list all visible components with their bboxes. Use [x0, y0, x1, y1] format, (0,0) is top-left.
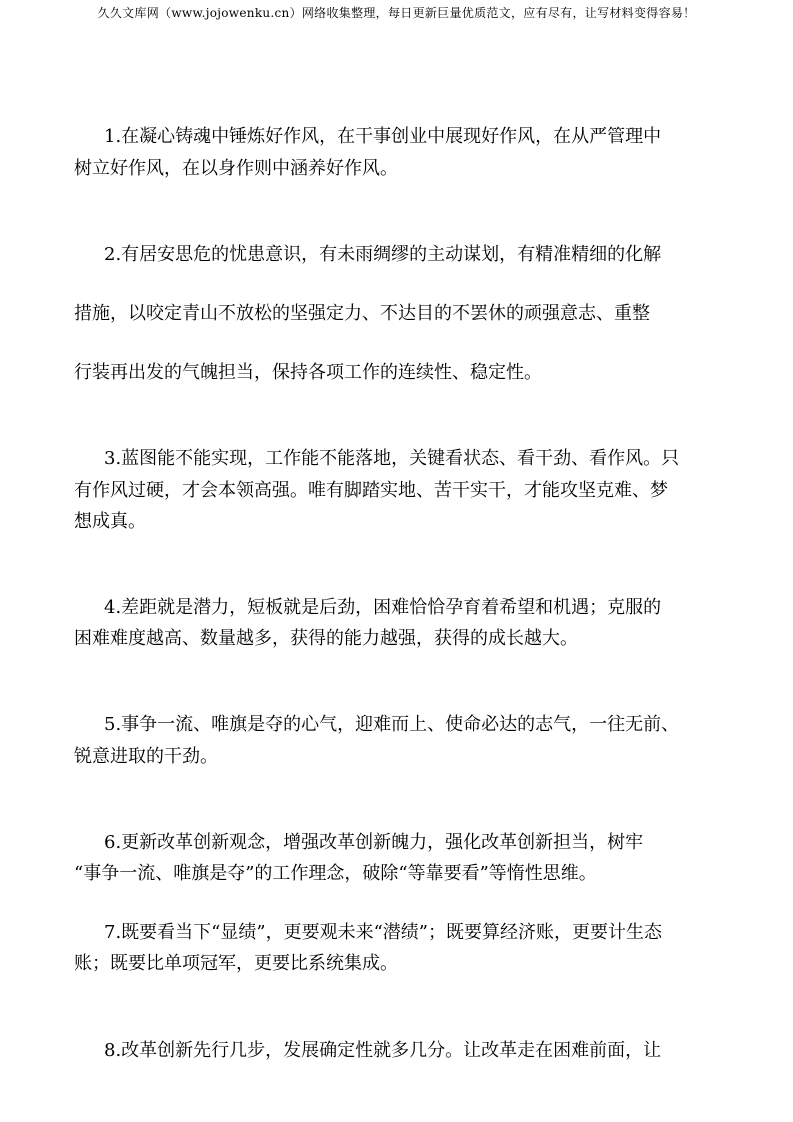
paragraph-7-line-2: 账；既要比单项冠军，更要比系统集成。	[74, 953, 398, 974]
paragraph-7-line-1: 7.既要看当下“显绩”，更要观未来“潜绩”；既要算经济账，更要计生态	[104, 922, 662, 943]
paragraph-2-line-1: 2.有居安思危的忧患意识，有未雨绸缪的主动谋划，有精准精细的化解	[104, 244, 662, 265]
paragraph-5-line-2: 锐意进取的干劲。	[74, 746, 218, 767]
paragraph-1-line-2: 树立好作风，在以身作则中涵养好作风。	[74, 158, 398, 179]
paragraph-4-line-1: 4.差距就是潜力，短板就是后劲，困难恰恰孕育着希望和机遇；克服的	[104, 597, 662, 618]
paragraph-1-line-1: 1.在凝心铸魂中锤炼好作风，在干事创业中展现好作风，在从严管理中	[104, 126, 662, 147]
paragraph-3-line-2: 有作风过硬，才会本领高强。唯有脚踏实地、苦干实干，才能攻坚克难、梦	[74, 480, 668, 501]
paragraph-5-line-1: 5.事争一流、唯旗是夺的心气，迎难而上、使命必达的志气，一往无前、	[104, 714, 680, 735]
paragraph-6-line-2: “事争一流、唯旗是夺”的工作理念，破除“等靠要看”等惰性思维。	[74, 863, 597, 884]
paragraph-4-line-2: 困难难度越高、数量越多，获得的能力越强，获得的成长越大。	[74, 628, 578, 649]
paragraph-8-line-1: 8.改革创新先行几步，发展确定性就多几分。让改革走在困难前面，让	[104, 1040, 662, 1061]
paragraph-2-line-3: 行装再出发的气魄担当，保持各项工作的连续性、稳定性。	[74, 362, 542, 383]
page-header-banner: 久久文库网（www.jojowenku.cn）网络收集整理，每日更新巨量优质范文，应有尽有，让写材料变得容易！	[97, 6, 696, 20]
paragraph-2-line-2: 措施，以咬定青山不放松的坚强定力、不达目的不罢休的顽强意志、重整	[74, 303, 650, 324]
paragraph-3-line-3: 想成真。	[74, 511, 146, 532]
paragraph-6-line-1: 6.更新改革创新观念，增强改革创新魄力，强化改革创新担当，树牢	[104, 832, 644, 853]
paragraph-3-line-1: 3.蓝图能不能实现，工作能不能落地，关键看状态、看干劲、看作风。只	[104, 448, 680, 469]
